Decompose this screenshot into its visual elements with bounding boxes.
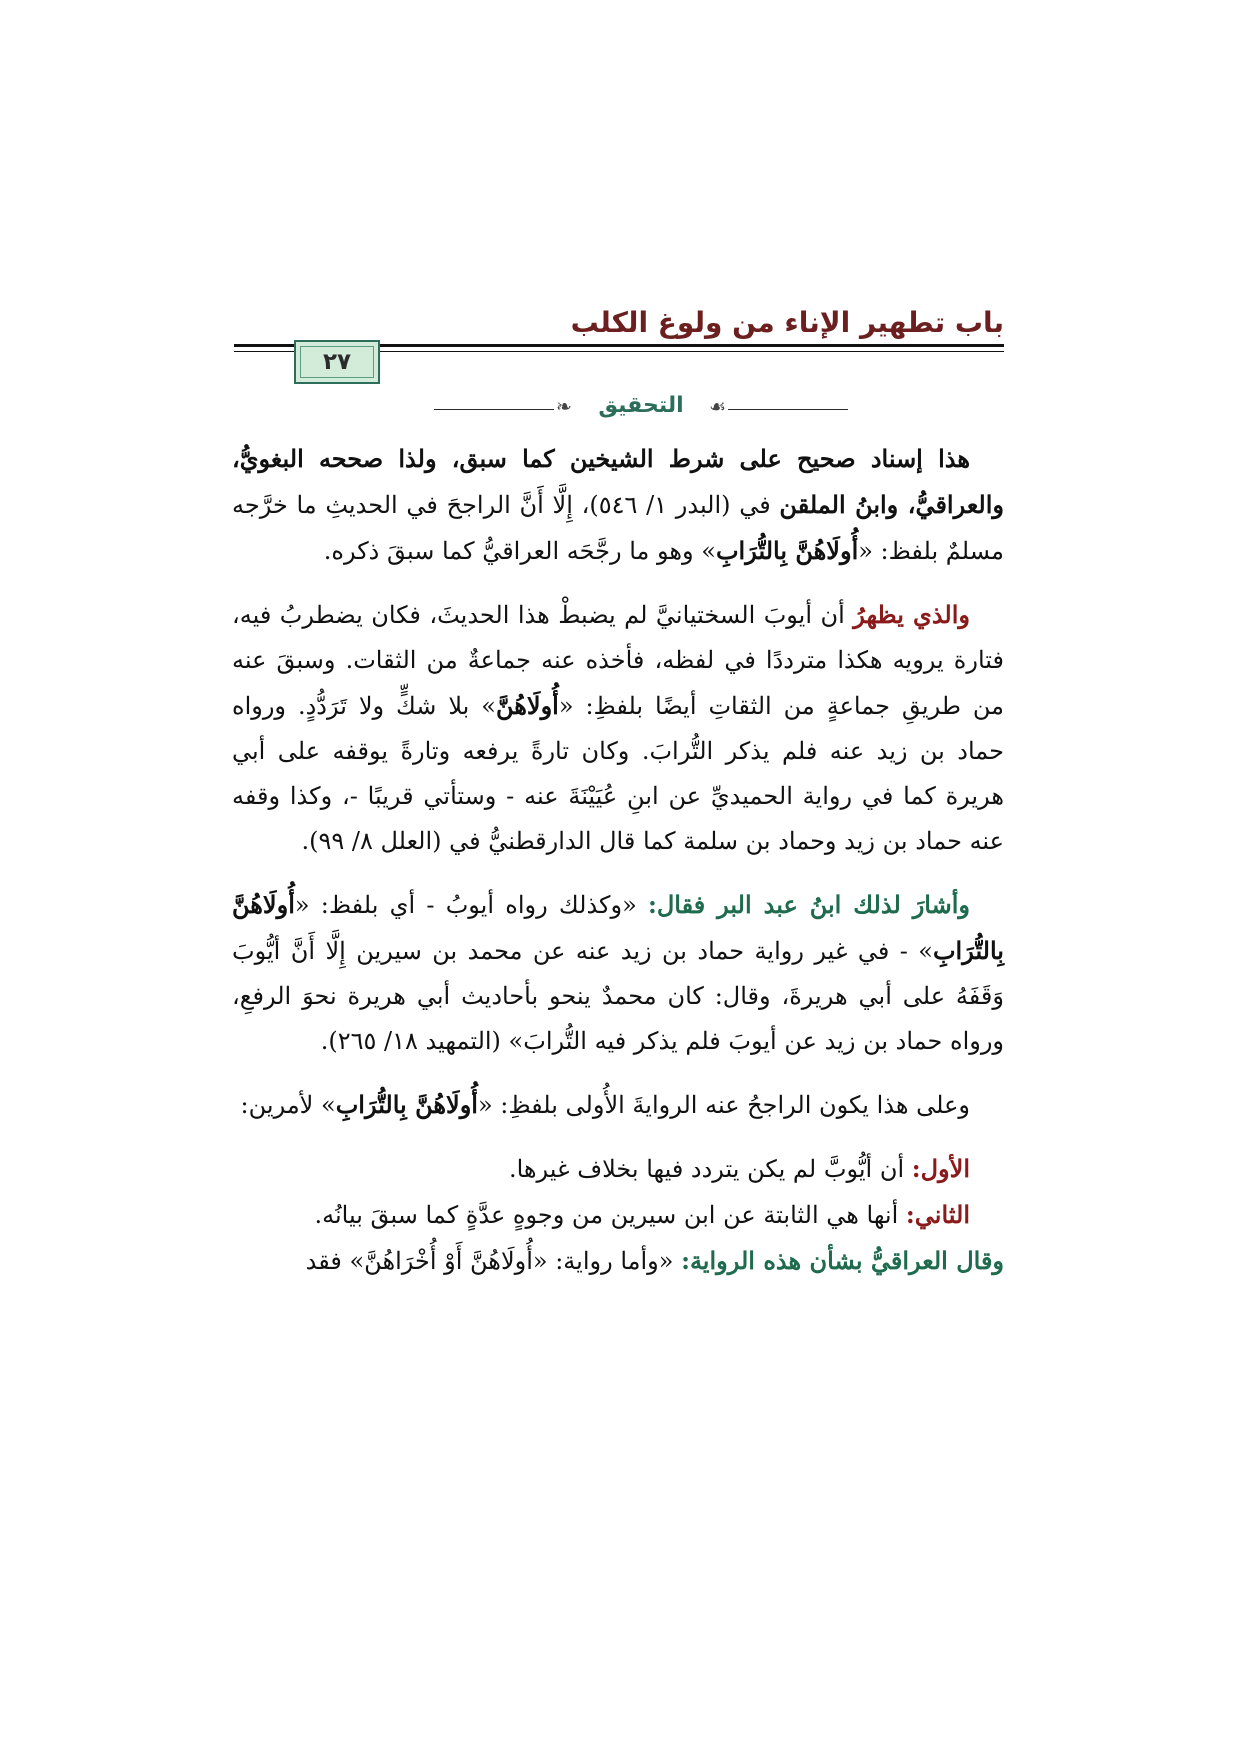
section-heading [434, 394, 848, 424]
text-bold: أُولَاهُنَّ بِالتُّرَابِ [232, 890, 1004, 965]
paragraph-conclusion [232, 1082, 1004, 1128]
text: في (البدر ١/ ٥٤٦)، إِلَّا أَنَّ الراجحَ في الحديثِ ما خرَّجه مسلمٌ بلفظ: « [232, 491, 1004, 565]
paragraph-isnad [232, 436, 1004, 574]
paragraph-second-reason [232, 1192, 1004, 1238]
text: أنها هي الثابتة عن ابن سيرين من وجوهٍ عدَّةٍ كما سبقَ بيانُه. [314, 1201, 906, 1229]
text-red-lead: الأول: [911, 1154, 970, 1183]
text: «وأما رواية: «أُولَاهُنَّ أَوْ أُخْرَاهُنَّ» فقد [305, 1247, 682, 1275]
text-green-lead: وقال العراقيُّ بشأن هذه الرواية: [681, 1246, 1004, 1275]
text-bold: أُولَاهُنَّ [495, 691, 559, 720]
page-number-badge [294, 340, 380, 384]
text: أن أيوبَ السختيانيَّ لم يضبطْ هذا الحديثَ، فكان يضطربُ فيه، فتارة يرويه هكذا مترددًا في لفظه، فأخذه عنه جماعةٌ من الثقات. وسبقَ عنه من طريقِ جماعةٍ من الثقاتِ أيضًا بلفظِ: « [232, 601, 1004, 720]
chapter-title: باب تطهير الإناء من ولوغ الكلب [570, 306, 1004, 339]
text: » وهو ما رجَّحَه العراقيُّ كما سبقَ ذكره. [323, 537, 716, 565]
text-bold: أُولَاهُنَّ بِالتُّرَابِ [715, 536, 859, 565]
text-red-lead: الثاني: [905, 1200, 970, 1229]
text: » لأمرين: [240, 1091, 336, 1119]
paragraph-ayyub [232, 592, 1004, 864]
text: أن أيُّوبَّ لم يكن يتردد فيها بخلاف غيرها. [508, 1155, 912, 1183]
text-red-lead: والذي يظهرُ [853, 600, 970, 629]
text: » بلا شكٍّ ولا تَرَدُّدٍ. ورواه حماد بن زيد عنه فلم يذكر التُّرابَ. وكان تارةً يرفعه وتارةً يوقفه على أبي هريرة كما في رواية الحميديِّ عن ابنِ عُيَيْنَةَ عنه - وستأتي قريبًا -، وكذا وقفه عنه حماد بن زيد وحماد بن سلمة كما قال الدارقطنيُّ في (العلل ٨/ ٩٩). [232, 692, 1004, 855]
text: » - في غير رواية حماد بن زيد عنه عن محمد بن سيرين إِلَّا أَنَّ أيُّوبَ وَقَفَهُ على أبي هريرةَ، وقال: كان محمدٌ ينحو بأحاديث أبي هريرة نحوَ الرفعِ، ورواه حماد بن زيد عن أيوبَ فلم يذكر فيه التُّرابَ» (التمهيد ١٨/ ٢٦٥). [232, 937, 1004, 1055]
paragraph-ibn-abd-al-barr [232, 882, 1004, 1064]
text-green-lead: وأشارَ لذلك ابنُ عبد البر فقال: [648, 890, 970, 919]
page-number: ٢٧ [322, 349, 352, 375]
page-header [234, 304, 1004, 384]
heading-line-right [728, 409, 848, 410]
text-bold: هذا إسناد صحيح على شرط الشيخين كما سبق، ولذا صححه البغويُّ، والعراقيُّ، وابنُ الملقن [232, 444, 1004, 519]
paragraph-first-reason [232, 1146, 1004, 1192]
text-bold: أُولَاهُنَّ بِالتُّرَابِ [335, 1090, 478, 1119]
ornament-left-icon: ❧ [556, 396, 572, 418]
ornament-right-icon: ☙ [708, 396, 726, 418]
body-text [232, 436, 1004, 1302]
text: وعلى هذا يكون الراجحُ عنه الروايةَ الأُولى بلفظِ: « [477, 1091, 970, 1119]
section-label: التحقيق [598, 393, 684, 418]
paragraph-iraqi [232, 1238, 1004, 1284]
text: «وكذلك رواه أيوبُ - أي بلفظ: « [294, 891, 648, 919]
